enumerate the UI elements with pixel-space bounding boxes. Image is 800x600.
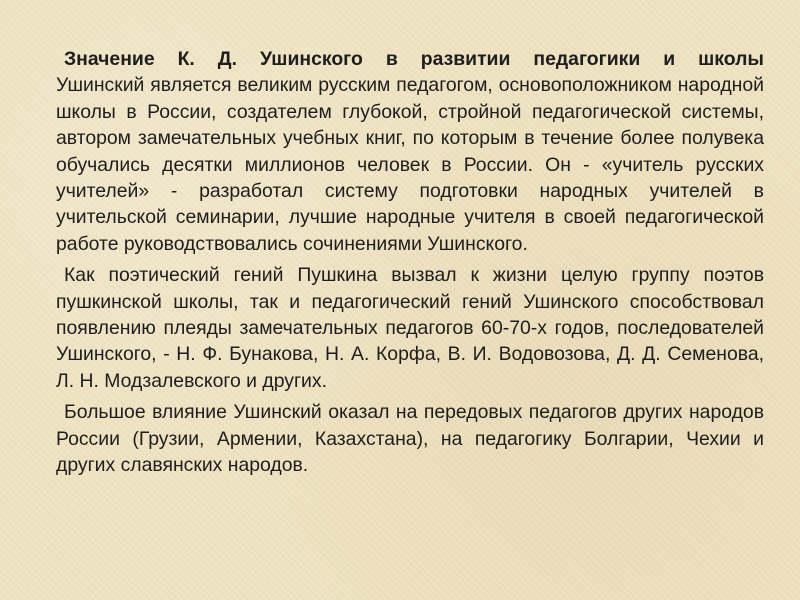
slide-title: Значение К. Д. Ушинского в развитии педагогики и школы <box>64 48 764 70</box>
paragraph-1-text: Ушинский является великим русским педагогом, основоположником народной школы в России, создателем глубокой, стройной педагогической системы, автором замечательных учебных книг, по которым в течение более полувека обучались десятки миллионов человек в России. Он - «учитель русских учителей» - разработал систему подготовки народных учителей в учительской семинарии, лучшие народные учителя в своей педагогической работе руководствовались сочинениями Ушинского. <box>56 74 764 255</box>
slide-content <box>56 46 764 479</box>
paragraph-2: Как поэтический гений Пушкина вызвал к жизни целую группу поэтов пушкинской школы, так и педагогический гений Ушинского способствовал появлению плеяды замечательных педагогов 60-70-х годов, последователей Ушинского, - Н. Ф. Бунакова, Н. А. Корфа, В. И. Водовозова, Д. Д. Семенова, Л. Н. Модзалевского и других. <box>56 264 764 392</box>
paragraph-3: Большое влияние Ушинский оказал на передовых педагогов других народов России (Грузии, Армении, Казахстана), на педагогику Болгарии, Чехии и других славянских народов. <box>56 401 764 477</box>
paragraph-1 <box>56 46 764 257</box>
